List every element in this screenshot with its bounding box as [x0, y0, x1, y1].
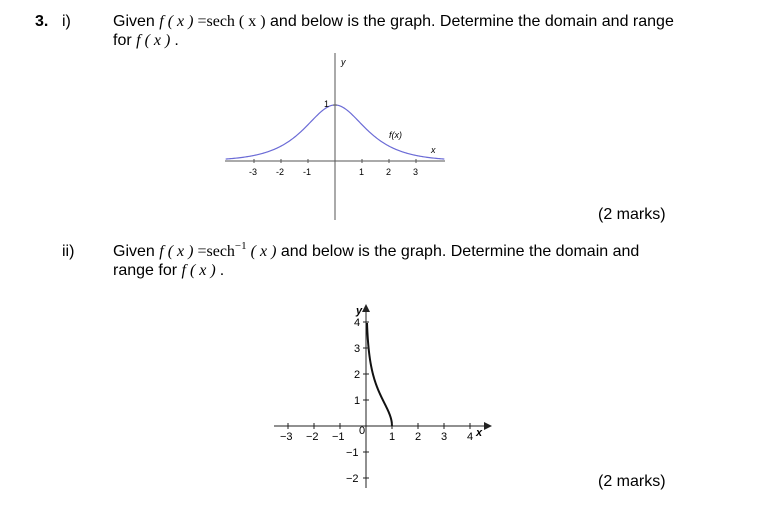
- part-2-line-1: [113, 240, 640, 261]
- arcsech-x-tick-label: −2: [306, 431, 319, 443]
- question-number: 3.: [35, 13, 49, 30]
- sech-x-tick-label: 1: [359, 167, 365, 177]
- part-2-given: Given: [113, 243, 160, 260]
- part-1-for: for: [113, 32, 137, 49]
- part-2-line1-suffix: and below is the graph. Determine the domain and: [276, 243, 640, 260]
- arcsech-curve: [367, 323, 392, 426]
- part-1-func-f: f: [159, 13, 164, 30]
- part-1-line-1: [113, 13, 674, 31]
- arcsech-y-label: y: [356, 305, 363, 317]
- arcsech-x-tick-label: −1: [332, 431, 345, 443]
- part-1-marks: (2 marks): [598, 206, 666, 223]
- part-1-line1-suffix: and below is the graph. Determine the domain and range: [265, 13, 674, 30]
- part-1-label: i): [62, 13, 71, 30]
- part-1-given: Given: [113, 13, 160, 30]
- part-2-func-f2: f: [181, 262, 186, 279]
- part-1-func-args2: ( x ): [140, 32, 175, 49]
- part-2-func-f: f: [159, 243, 164, 260]
- sech-curve-label: f(x): [389, 130, 402, 140]
- arcsech-x-tick-label: −3: [280, 431, 293, 443]
- part-2-func-args2: ( x ): [185, 262, 220, 279]
- part-2-superscript: −1: [234, 240, 247, 252]
- arcsech-y-tick-label: 4: [354, 317, 361, 329]
- arcsech-origin-label: 0: [359, 425, 366, 437]
- sech-x-tick-label: -1: [303, 167, 312, 177]
- sech-x-tick-label: 2: [386, 167, 392, 177]
- sech-x-label: x: [431, 145, 436, 155]
- arcsech-x-tick-label: 4: [467, 431, 474, 443]
- arcsech-x-tick-label: 3: [441, 431, 448, 443]
- sech-y-label: y: [341, 57, 346, 67]
- part-1-sech: =sech ( x ): [197, 13, 266, 30]
- arcsech-y-tick-label: 3: [354, 343, 361, 355]
- part-2-inv-arg: ( x ): [246, 243, 277, 260]
- arcsech-y-tick-label: 1: [354, 395, 361, 407]
- arcsech-graph: [268, 298, 498, 493]
- arcsech-x-label: x: [476, 427, 483, 439]
- part-1-line-2: [113, 32, 179, 50]
- arcsech-x-tick-label: 1: [389, 431, 396, 443]
- part-1-func-args: ( x ): [163, 13, 198, 30]
- arcsech-y-tick-label: 2: [354, 369, 361, 381]
- part-2-func-args: ( x ): [163, 243, 198, 260]
- arcsech-y-tick-label: −1: [346, 447, 359, 459]
- sech-graph: [215, 48, 455, 223]
- arcsech-x-tick-label: 2: [415, 431, 422, 443]
- part-2-range-for: range for: [113, 262, 182, 279]
- part-1-period: .: [174, 32, 179, 49]
- part-2-label: ii): [62, 243, 75, 260]
- part-1-func-f2: f: [136, 32, 141, 49]
- sech-x-tick-label: -2: [276, 167, 285, 177]
- part-2-sech: =sech: [197, 243, 235, 260]
- arcsech-y-tick-label: −2: [346, 473, 359, 485]
- sech-x-tick-label: 3: [413, 167, 419, 177]
- sech-y-tick-1: 1: [324, 99, 330, 109]
- sech-x-tick-label: -3: [249, 167, 258, 177]
- part-2-marks: (2 marks): [598, 473, 666, 490]
- part-2-line-2: [113, 262, 224, 280]
- part-2-period: .: [219, 262, 225, 279]
